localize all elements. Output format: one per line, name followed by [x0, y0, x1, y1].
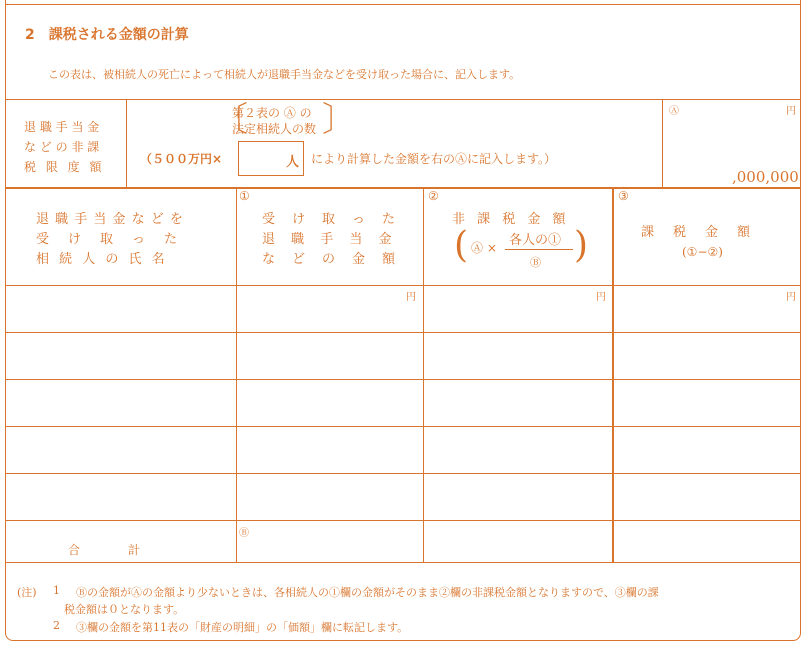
col1-header-3: 相 続 人 の 氏 名: [36, 252, 168, 267]
col1-header-1: 退 職 手 当 金 な ど を: [36, 212, 184, 227]
total-received-field[interactable]: [237, 534, 422, 561]
col3-denominator: Ⓑ: [530, 256, 541, 269]
limit-label-3: 税 限 度 額: [24, 160, 105, 174]
exempt-amount-field-2[interactable]: [424, 333, 611, 378]
table-bottom-line: [5, 562, 801, 563]
heirs-count-field[interactable]: [238, 141, 304, 176]
col3-numerator: 各人の①: [509, 233, 562, 248]
received-amount-field-4[interactable]: [237, 427, 422, 472]
taxable-amount-field-1[interactable]: [614, 286, 800, 331]
formula-suffix: により計算した金額を右のⒶに記入します。）: [311, 152, 557, 166]
total-b-mark: Ⓑ: [239, 528, 249, 539]
unit-person: 人: [285, 155, 299, 170]
note-2-number: 2: [53, 619, 60, 632]
heir-name-field-4[interactable]: [6, 427, 235, 472]
col3-header-1: 非 課 税 金 額: [452, 212, 570, 227]
bracket-text-2: 法定相続人の数: [232, 122, 317, 136]
row1-col4-yen: 円: [786, 292, 796, 303]
col4-header-1: 課 税 金 額: [641, 225, 754, 240]
total-label: 合 計: [68, 543, 141, 557]
total-taxable-field[interactable]: [614, 521, 800, 561]
col2-header-1: 受 け 取 っ た: [262, 212, 398, 227]
limit-row-top-line: [5, 99, 801, 100]
limit-amount-divider: [662, 99, 663, 188]
col3-paren-left: (: [454, 225, 469, 266]
limit-amount-field[interactable]: [666, 118, 798, 186]
col3-a-times: Ⓐ ×: [471, 241, 497, 255]
limit-yen: 円: [786, 106, 796, 117]
bracket-text-1: 第２表の Ⓐ の: [232, 106, 312, 120]
received-amount-field-1[interactable]: [237, 286, 422, 331]
section-intro: この表は、被相続人の死亡によって相続人が退職手当金などを受け取った場合に、記入します。: [48, 68, 521, 81]
limit-amount-suffix: ,000,000: [732, 168, 799, 186]
col3-num: ②: [428, 189, 439, 203]
taxable-amount-field-5[interactable]: [614, 474, 800, 519]
col2-header-2: 退 職 手 当 金: [262, 232, 398, 247]
note-1-number: 1: [53, 584, 60, 597]
heir-name-field-5[interactable]: [6, 474, 235, 519]
limit-a-mark: Ⓐ: [669, 106, 679, 117]
limit-label-divider: [126, 99, 127, 188]
note-1-line-1: Ⓑの金額がⒶの金額より少ないときは、各相続人の①欄の金額がそのまま②欄の非課税金額となりますので、③欄の課: [76, 586, 659, 599]
heir-name-field-2[interactable]: [6, 333, 235, 378]
bracket-left: 〔: [214, 100, 248, 140]
note-1-line-2: 税金額は０となります。: [64, 603, 185, 616]
exempt-amount-field-5[interactable]: [424, 474, 611, 519]
exempt-amount-field-1[interactable]: [424, 286, 611, 331]
col4-header-2: (①−②): [682, 245, 723, 259]
limit-label-1: 退 職 手 当 金: [24, 120, 100, 134]
col3-paren-right: ): [574, 225, 589, 266]
section-title: 2 課税される金額の計算: [25, 27, 189, 43]
heir-name-field-3[interactable]: [6, 380, 235, 425]
note-2-text: ③欄の金額を第11表の「財産の明細」の「価額」欄に転記します。: [76, 621, 409, 634]
limit-label-2: な ど の 非 課: [24, 140, 100, 154]
col3-fraction-line: [505, 249, 573, 250]
top-border: [5, 4, 801, 5]
exempt-amount-field-3[interactable]: [424, 380, 611, 425]
taxable-amount-field-2[interactable]: [614, 333, 800, 378]
col2-header-3: な ど の 金 額: [262, 252, 398, 267]
notes-prefix: (注): [17, 586, 37, 599]
received-amount-field-3[interactable]: [237, 380, 422, 425]
taxable-amount-field-3[interactable]: [614, 380, 800, 425]
bracket-right: 〕: [322, 100, 356, 140]
row1-col3-yen: 円: [596, 292, 606, 303]
table-top-line: [5, 187, 801, 189]
col1-header-2: 受 け 取 っ た: [36, 232, 181, 247]
received-amount-field-2[interactable]: [237, 333, 422, 378]
received-amount-field-5[interactable]: [237, 474, 422, 519]
taxable-amount-field-4[interactable]: [614, 427, 800, 472]
row1-col2-yen: 円: [406, 292, 416, 303]
total-exempt-field[interactable]: [424, 521, 611, 561]
col2-num: ①: [239, 189, 250, 203]
exempt-amount-field-4[interactable]: [424, 427, 611, 472]
heir-name-field-1[interactable]: [6, 286, 235, 331]
col4-num: ③: [618, 189, 629, 203]
formula-prefix: （５００万円×: [140, 152, 223, 166]
